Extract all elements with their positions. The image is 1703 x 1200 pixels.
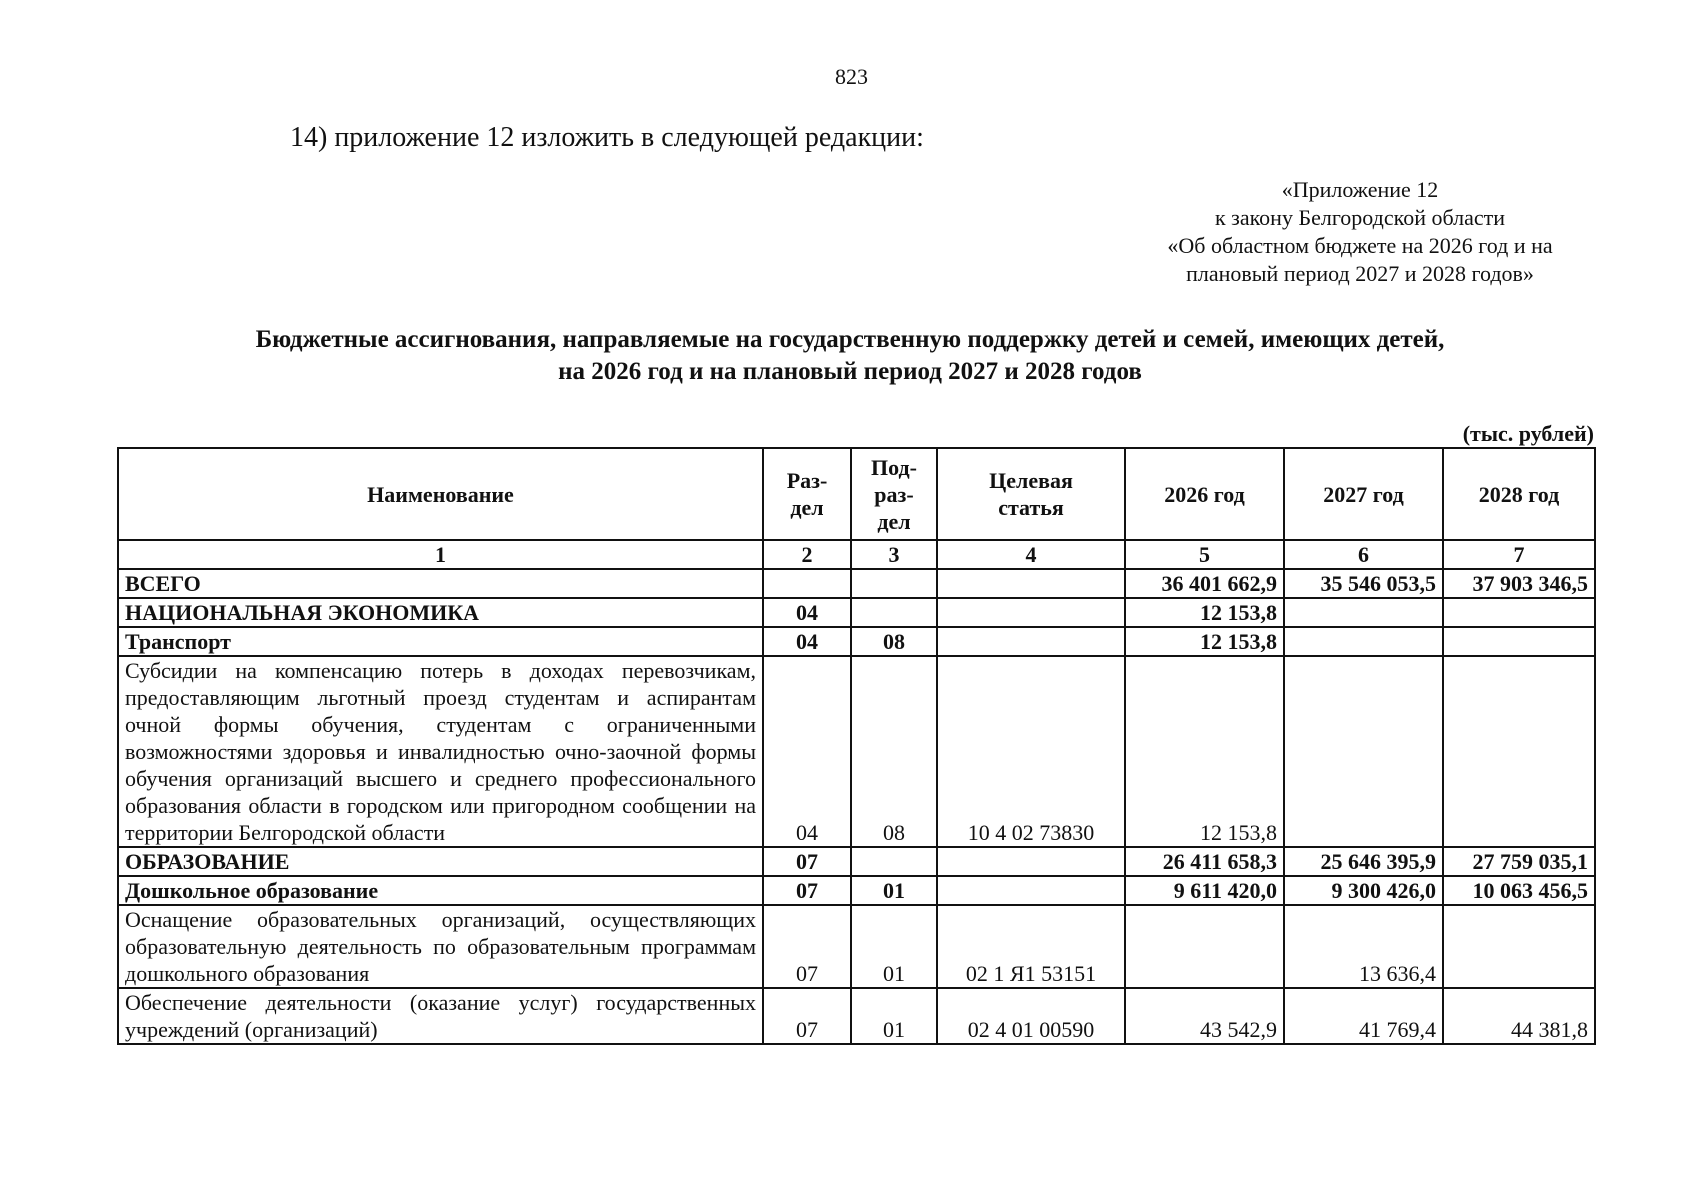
column-number: 1 (118, 540, 763, 569)
units-label: (тыс. рублей) (1462, 421, 1594, 446)
table-row (118, 627, 1595, 656)
table-row (118, 876, 1595, 905)
section-cell: 07 (763, 905, 851, 988)
section-cell: 04 (763, 656, 851, 847)
column-header: 2026 год (1125, 448, 1284, 540)
amount-2028-cell (1443, 598, 1595, 627)
amount-2026-cell: 36 401 662,9 (1125, 569, 1284, 598)
subsection-cell (851, 598, 937, 627)
amount-2026-cell: 9 611 420,0 (1125, 876, 1284, 905)
title-line: Бюджетные ассигнования, направляемые на государственную поддержку детей и семей, имеющих детей, (255, 326, 1445, 353)
column-header: 2027 год (1284, 448, 1443, 540)
target-article-cell (937, 569, 1125, 598)
column-header: 2028 год (1443, 448, 1595, 540)
table-row (118, 847, 1595, 876)
amount-2027-cell: 13 636,4 (1284, 905, 1443, 988)
target-article-cell (937, 627, 1125, 656)
page-number: 823 (835, 64, 868, 89)
amount-2026-cell: 43 542,9 (1125, 988, 1284, 1044)
column-number: 4 (937, 540, 1125, 569)
amount-2027-cell: 25 646 395,9 (1284, 847, 1443, 876)
subsection-cell: 01 (851, 905, 937, 988)
section-cell (763, 569, 851, 598)
amount-2028-cell: 37 903 346,5 (1443, 569, 1595, 598)
target-article-cell: 02 1 Я1 53151 (937, 905, 1125, 988)
subsection-cell: 01 (851, 988, 937, 1044)
column-header: Раз- дел (763, 448, 851, 540)
amount-2027-cell: 9 300 426,0 (1284, 876, 1443, 905)
budget-table (117, 447, 1596, 1045)
target-article-cell (937, 876, 1125, 905)
amount-2026-cell: 12 153,8 (1125, 598, 1284, 627)
column-number: 7 (1443, 540, 1595, 569)
amount-2027-cell (1284, 656, 1443, 847)
row-name-cell: Дошкольное образование (118, 876, 763, 905)
title-line: на 2026 год и на плановый период 2027 и 2028 годов (558, 358, 1142, 385)
row-name-cell: Транспорт (118, 627, 763, 656)
row-name-cell: НАЦИОНАЛЬНАЯ ЭКОНОМИКА (118, 598, 763, 627)
appendix-line: «Об областном бюджете на 2026 год и на (1167, 233, 1553, 258)
section-cell: 04 (763, 598, 851, 627)
section-cell: 07 (763, 847, 851, 876)
row-name-cell: Оснащение образовательных организаций, осуществляющих образовательную деятельность по образовательным программам дошкольного образования (118, 905, 763, 988)
amount-2028-cell: 44 381,8 (1443, 988, 1595, 1044)
appendix-line: к закону Белгородской области (1214, 205, 1506, 230)
intro-text: 14) приложение 12 изложить в следующей редакции: (290, 122, 924, 153)
document-title (100, 324, 1600, 388)
table-row (118, 656, 1595, 847)
target-article-cell (937, 847, 1125, 876)
amount-2027-cell: 41 769,4 (1284, 988, 1443, 1044)
column-number-row (118, 540, 1595, 569)
amount-2028-cell: 10 063 456,5 (1443, 876, 1595, 905)
table-row (118, 598, 1595, 627)
row-name-cell: ВСЕГО (118, 569, 763, 598)
row-name-cell: Субсидии на компенсацию потерь в доходах перевозчикам, предоставляющим льготный проезд студентам и аспирантам очной формы обучения, студентам с ограниченными возможностями здоровья и инвалидностью очно-заочной формы обучения организаций высшего и среднего профессионального образования области в городском или пригородном сообщении на территории Белгородской области (118, 656, 763, 847)
column-number: 5 (1125, 540, 1284, 569)
amount-2028-cell (1443, 627, 1595, 656)
appendix-line: «Приложение 12 (1281, 177, 1439, 202)
subsection-cell: 08 (851, 656, 937, 847)
column-header: Под- раз- дел (851, 448, 937, 540)
subsection-cell: 08 (851, 627, 937, 656)
section-cell: 07 (763, 876, 851, 905)
column-number: 2 (763, 540, 851, 569)
target-article-cell: 02 4 01 00590 (937, 988, 1125, 1044)
amount-2028-cell (1443, 905, 1595, 988)
amount-2026-cell: 26 411 658,3 (1125, 847, 1284, 876)
amount-2027-cell: 35 546 053,5 (1284, 569, 1443, 598)
amount-2026-cell (1125, 905, 1284, 988)
amount-2027-cell (1284, 598, 1443, 627)
amount-2026-cell: 12 153,8 (1125, 656, 1284, 847)
section-cell: 07 (763, 988, 851, 1044)
subsection-cell (851, 569, 937, 598)
table-header-row (118, 448, 1595, 540)
target-article-cell: 10 4 02 73830 (937, 656, 1125, 847)
amount-2028-cell (1443, 656, 1595, 847)
table-row (118, 988, 1595, 1044)
column-number: 3 (851, 540, 937, 569)
amount-2027-cell (1284, 627, 1443, 656)
subsection-cell (851, 847, 937, 876)
appendix-reference (1080, 176, 1640, 288)
row-name-cell: Обеспечение деятельности (оказание услуг) государственных учреждений (организаций) (118, 988, 763, 1044)
column-header: Целевая статья (937, 448, 1125, 540)
column-header: Наименование (118, 448, 763, 540)
column-number: 6 (1284, 540, 1443, 569)
table-row (118, 569, 1595, 598)
amount-2028-cell: 27 759 035,1 (1443, 847, 1595, 876)
target-article-cell (937, 598, 1125, 627)
amount-2026-cell: 12 153,8 (1125, 627, 1284, 656)
appendix-line: плановый период 2027 и 2028 годов» (1186, 261, 1534, 286)
subsection-cell: 01 (851, 876, 937, 905)
table-row (118, 905, 1595, 988)
row-name-cell: ОБРАЗОВАНИЕ (118, 847, 763, 876)
section-cell: 04 (763, 627, 851, 656)
